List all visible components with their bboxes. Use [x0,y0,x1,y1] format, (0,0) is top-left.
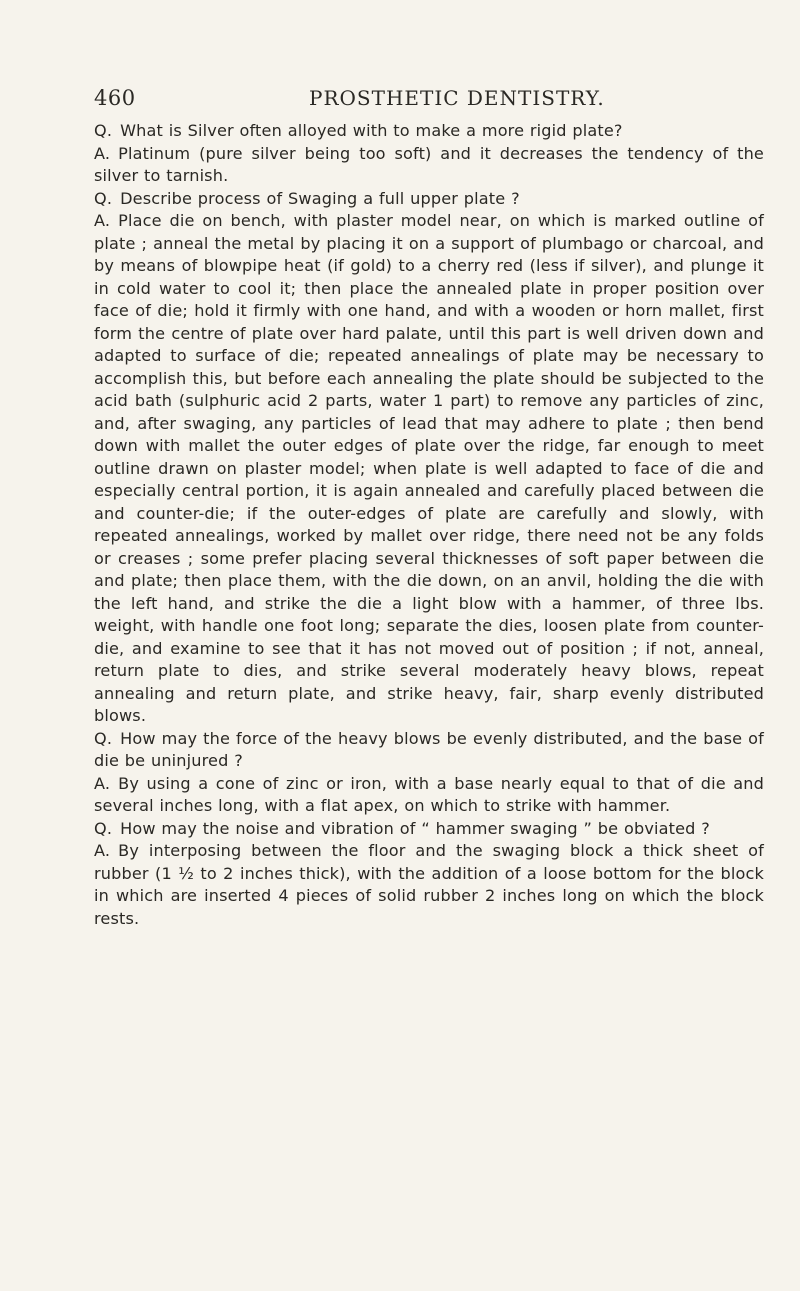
running-head: PROSTHETIC DENTISTRY. [309,86,605,110]
question-marker: Q. [94,121,113,140]
question-text: How may the noise and vibration of “ hammer swaging ” be obviated ? [120,818,710,838]
answer-paragraph [94,143,764,188]
question-marker: Q. [94,188,113,208]
question-paragraph [94,188,764,211]
answer-marker: A. [94,773,111,793]
answer-marker: A. [94,211,111,230]
answer-paragraph [94,773,764,818]
page-number: 460 [94,86,136,110]
page-header [94,86,764,116]
body-text [94,120,764,930]
question-paragraph [94,818,764,841]
answer-paragraph [94,840,764,930]
question-marker: Q. [94,818,113,838]
question-text: How may the force of the heavy blows be evenly distributed, and the base of die be uninjured ? [94,728,764,770]
book-page [94,86,764,930]
answer-paragraph [94,210,764,728]
answer-text: Platinum (pure silver being too soft) and it decreases the tendency of the silver to tarnish. [94,143,764,185]
question-marker: Q. [94,728,113,748]
answer-text: Place die on bench, with plaster model near, on which is marked outline of plate ; anneal the metal by placing it on a support of plumbago or charcoal, and by means of blowpipe heat (if gold) to a cherry red (less if silver), and plunge it in cold water to cool it; then place the annealed plate in proper position over face of die; hold it firmly with one hand, and with a wooden or horn mallet, first form the centre of plate over hard palate, until this part is well driven down and adapted to surface of die; repeated annealings of plate may be necessary to accomplish this, but before each annealing the plate should be subjected to the acid bath (sulphuric acid 2 parts, water 1 part) to remove any particles of zinc, and, after swaging, any particles of lead that may adhere to plate ; then bend down with mallet the outer edges of plate over the ridge, far enough to meet outline drawn on plaster model; when plate is well adapted to face of die and especially central portion, it is again annealed and carefully placed between die and counter-die; if the outer-edges of plate are carefully and slowly, with repeated annealings, worked by mallet over ridge, there need not be any folds or creases ; some prefer placing several thicknesses of soft paper between die and plate; then place them, with the die down, on an anvil, holding the die with the left hand, and strike the die a light blow with a hammer, of three lbs. weight, with handle one foot long; separate the dies, loosen plate from counter-die, and examine to see that it has not moved out of position ; if not, anneal, return plate to dies, and strike several moderately heavy blows, repeat annealing and return plate, and strike heavy, fair, sharp evenly distributed blows. [94,211,764,725]
answer-marker: A. [94,143,111,163]
question-paragraph [94,120,764,143]
answer-marker: A. [94,841,111,860]
answer-text: By using a cone of zinc or iron, with a base nearly equal to that of die and several inches long, with a flat apex, on which to strike with hammer. [94,773,764,815]
question-text: Describe process of Swaging a full upper plate ? [120,188,520,208]
question-paragraph [94,728,764,773]
question-text: What is Silver often alloyed with to make a more rigid plate? [120,121,623,140]
answer-text: By interposing between the floor and the swaging block a thick sheet of rubber (1 ½ to 2 inches thick), with the addition of a loose bottom for the block in which are inserted 4 pieces of solid rubber 2 inches long on which the block rests. [94,841,764,928]
